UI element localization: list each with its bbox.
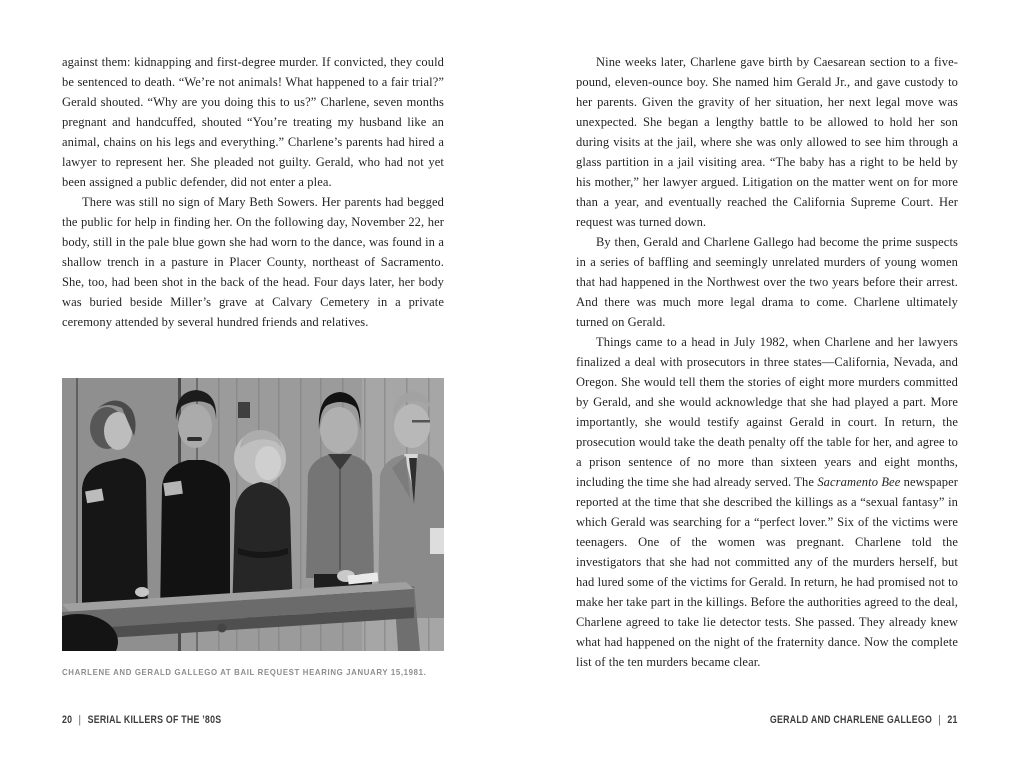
courtroom-photo-figure bbox=[62, 378, 444, 677]
page-number-left: 20 bbox=[62, 714, 73, 726]
page-number-right: 21 bbox=[947, 714, 958, 726]
page-right bbox=[576, 0, 958, 672]
book-title: SERIAL KILLERS OF THE ’80S bbox=[87, 714, 222, 726]
chapter-title: GERALD AND CHARLENE GALLEGO bbox=[770, 714, 933, 726]
photo-caption: CHARLENE AND GERALD GALLEGO AT BAIL REQUEST HEARING JANUARY 15,1981. bbox=[62, 667, 427, 677]
paragraph: against them: kidnapping and first-degree murder. If convicted, they could be sentenced to death. “We’re not animals! What happened to a fair trial?” Gerald shouted. “Why are you doing this to us?” Charlene, seven months pregnant and handcuffed, shouted “You’re treating my husband like an animal, chains on his legs and everything.” Charlene’s parents had hired a lawyer to represent her. She pleaded not guilty. Gerald, who had not yet been assigned a public defender, did not enter a plea. bbox=[62, 55, 444, 189]
paragraph: Nine weeks later, Charlene gave birth by Caesarean section to a five-pound, eleven-ounce boy. She named him Gerald Jr., and gave custody to her parents. Given the gravity of her situation, her next legal move was unexpected. She began a lengthy battle to be allowed to hold her son during visits at the jail, where she was only allowed to see him through a glass partition in a jail visiting area. “The baby has a right to be held by his mother,” her lawyer argued. Litigation on the matter went on for more than a year, and eventually reached the California Supreme Court. Her request was turned down. bbox=[576, 55, 958, 229]
paragraph: There was still no sign of Mary Beth Sowers. Her parents had begged the public for help in finding her. On the following day, November 22, her body, still in the pale blue gown she had worn to the dance, was found in a shallow trench in a pasture in Placer County, northeast of Sacramento. She, too, had been shot in the back of the head. Four days later, her body was buried beside Miller’s grave at Calvary Cemetery in a private ceremony attended by several hundred friends and relatives. bbox=[62, 195, 444, 329]
footer-right bbox=[770, 714, 958, 726]
footer-left bbox=[62, 714, 221, 726]
door-latch bbox=[238, 402, 250, 418]
courtroom-photo bbox=[62, 378, 444, 651]
left-text-column bbox=[62, 0, 444, 332]
footer-separator: | bbox=[938, 714, 942, 726]
right-text-column bbox=[576, 0, 958, 672]
footer-separator: | bbox=[78, 714, 82, 726]
paragraph: Things came to a head in July 1982, when Charlene and her lawyers finalized a deal with prosecutors in three states—California, Nevada, and Oregon. She would tell them the stories of eight more murders committed by Gerald, and she would acknowledge that she had played a part. More importantly, she would testify against Gerald in court. In return, the prosecution would take the death penalty off the table for her, and agree to a prison sentence of no more than sixteen years and eight months, including the time she had already served. The Sacramento Bee newspaper reported at the time that she described the killings as a “sexual fantasy” in which Gerald was searching for a “perfect lover.” Six of the victims were teenagers. One of the women was pregnant. Charlene told the investigators that she had not committed any of the murders herself, but had lured some of the victims for Gerald. In return, he had promised not to make her take part in the killings. Before the authorities agreed to the deal, Charlene agreed to take lie detector tests. She passed. They already knew what had happened on the night of the fraternity dance. Now the complete list of the ten murders became clear. bbox=[576, 335, 958, 669]
paragraph: By then, Gerald and Charlene Gallego had become the prime suspects in a series of baffling and seemingly unrelated murders of young women that had happened in the Northwest over the two years before their arrest. And there was much more legal drama to come. Charlene ultimately turned on Gerald. bbox=[576, 235, 958, 329]
page-left bbox=[62, 0, 444, 677]
